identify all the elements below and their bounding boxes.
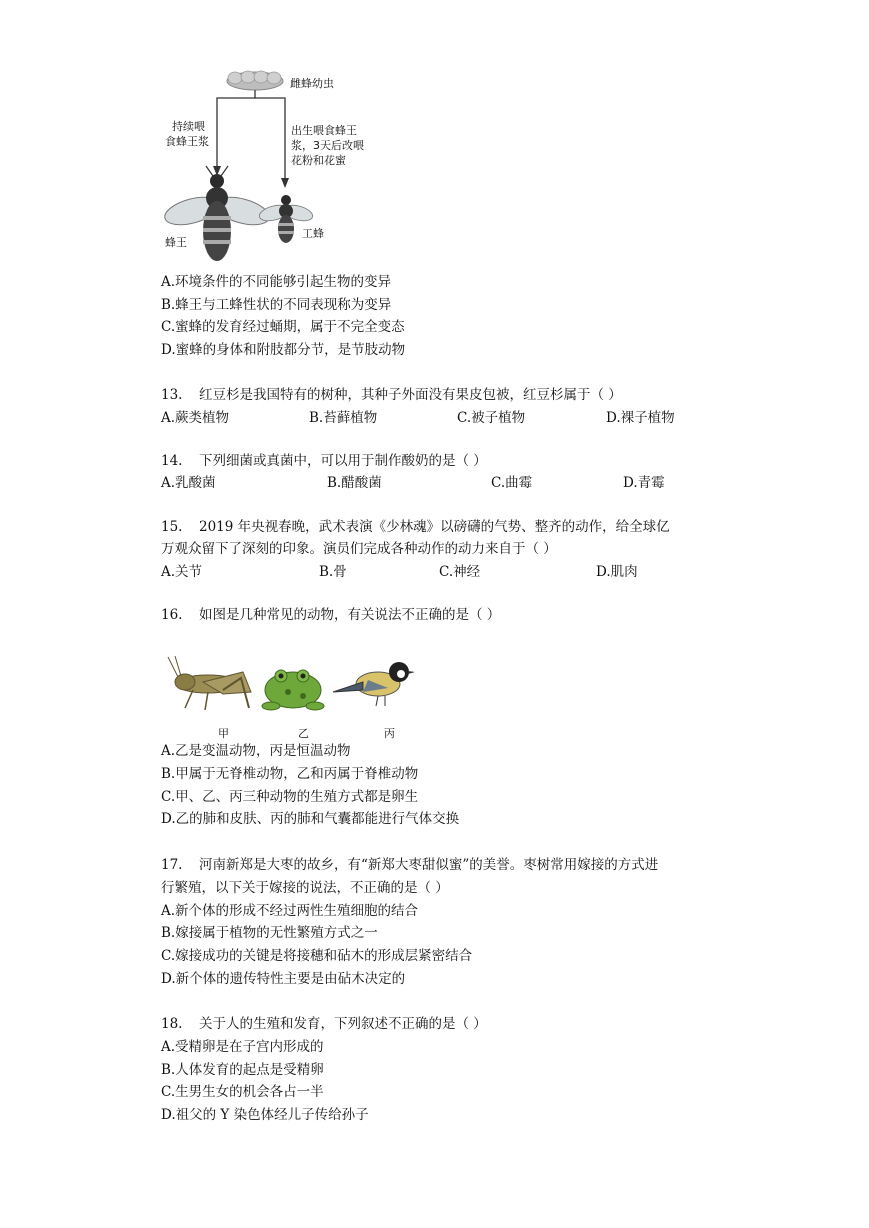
q12-option-a: A.环境条件的不同能够引起生物的变异 [161, 274, 392, 290]
q17-option-b: B.嫁接属于植物的无性繁殖方式之一 [161, 925, 378, 941]
larva-icon [227, 71, 283, 90]
q18-option-a: A.受精卵是在子宫内形成的 [161, 1039, 324, 1055]
q16-option-b: B.甲属于无脊椎动物，乙和丙属于脊椎动物 [161, 766, 419, 782]
q15-option-c: C.神经 [439, 564, 481, 580]
q14-stem [161, 452, 487, 470]
q16-option-c: C.甲、乙、丙三种动物的生殖方式都是卵生 [161, 789, 419, 805]
q13-stem [161, 386, 622, 404]
q15-option-d: D.肌肉 [596, 564, 638, 580]
left-arrow-label-line1: 持续喂 [172, 120, 205, 133]
larva-label: 雌蜂幼虫 [290, 77, 334, 90]
queen-label: 蜂王 [165, 236, 187, 249]
q15-option-b: B.骨 [319, 564, 347, 580]
frog-icon [262, 670, 324, 710]
q13-option-b: B.苔藓植物 [309, 410, 378, 426]
bird-icon [333, 662, 415, 706]
q16-option-d: D.乙的肺和皮肤、丙的肺和气囊都能进行气体交换 [161, 811, 460, 827]
q12-option-b: B.蜂王与工蜂性状的不同表现称为变异 [161, 297, 392, 313]
q17-option-a: A.新个体的形成不经过两性生殖细胞的结合 [161, 903, 419, 919]
question-text: 2019 年央视春晚，武术表演《少林魂》以磅礴的气势、整齐的动作，给全球亿 [199, 519, 670, 535]
q18-option-c: C.生男生女的机会各占一半 [161, 1084, 324, 1100]
question-text: 如图是几种常见的动物，有关说法不正确的是（ ） [199, 607, 501, 623]
q13-option-a: A.蕨类植物 [161, 410, 230, 426]
q18-stem [161, 1015, 487, 1033]
q13-option-c: C.被子植物 [457, 410, 526, 426]
question-text: 下列细菌或真菌中，可以用于制作酸奶的是（ ） [199, 453, 487, 469]
right-arrow-label-line2: 浆，3天后改喂 [291, 139, 364, 152]
question-text: 红豆杉是我国特有的树种，其种子外面没有果皮包被，红豆杉属于（ ） [199, 387, 622, 403]
q18-option-b: B.人体发育的起点是受精卵 [161, 1062, 324, 1078]
q17-option-c: C.嫁接成功的关键是将接穗和砧木的形成层紧密结合 [161, 948, 473, 964]
question-number: 13. [161, 387, 183, 403]
q17-option-d: D.新个体的遗传特性主要是由砧木决定的 [161, 971, 406, 987]
arrow-head-right [281, 178, 289, 188]
q18-option-d: D.祖父的 Y 染色体经儿子传给孙子 [161, 1107, 369, 1123]
animal-label-jia: 甲 [218, 727, 229, 740]
q16-stem [161, 606, 500, 624]
question-number: 16. [161, 607, 183, 623]
animal-label-bing: 丙 [384, 727, 395, 740]
question-number: 14. [161, 453, 183, 469]
question-text: 河南新郑是大枣的故乡，有“新郑大枣甜似蜜”的美誉。枣树常用嫁接的方式进 [199, 857, 659, 873]
worker-label: 工蜂 [302, 227, 324, 240]
animals-figure [163, 652, 423, 722]
right-arrow-label-line3: 花粉和花蜜 [291, 154, 346, 167]
right-arrow-label-line1: 出生喂食蜂王 [291, 124, 357, 137]
q17-stem-line1 [161, 856, 658, 874]
branch-arrows [217, 90, 285, 178]
q15-stem-line2: 万观众留下了深刻的印象。演员们完成各种动作的动力来自于（ ） [161, 541, 557, 557]
q14-option-b: B.醋酸菌 [327, 475, 382, 491]
q17-stem-line2: 行繁殖，以下关于嫁接的说法，不正确的是（ ） [161, 880, 449, 896]
q14-option-a: A.乳酸菌 [161, 475, 216, 491]
bee-development-figure [160, 66, 390, 266]
question-number: 15. [161, 519, 183, 535]
q15-option-a: A.关节 [161, 564, 203, 580]
q14-option-c: C.曲霉 [491, 475, 533, 491]
q12-option-d: D.蜜蜂的身体和附肢都分节，是节肢动物 [161, 342, 406, 358]
question-number: 18. [161, 1016, 183, 1032]
q13-option-d: D.裸子植物 [606, 410, 675, 426]
q16-option-a: A.乙是变温动物，丙是恒温动物 [161, 743, 351, 759]
question-number: 17. [161, 857, 183, 873]
animal-label-yi: 乙 [298, 727, 309, 740]
q12-option-c: C.蜜蜂的发育经过蛹期，属于不完全变态 [161, 319, 405, 335]
grasshopper-icon [168, 656, 251, 710]
q15-stem-line1 [161, 518, 670, 536]
left-arrow-label-line2: 食蜂王浆 [165, 135, 209, 148]
question-text: 关于人的生殖和发育，下列叙述不正确的是（ ） [199, 1016, 487, 1032]
q14-option-d: D.青霉 [623, 475, 665, 491]
